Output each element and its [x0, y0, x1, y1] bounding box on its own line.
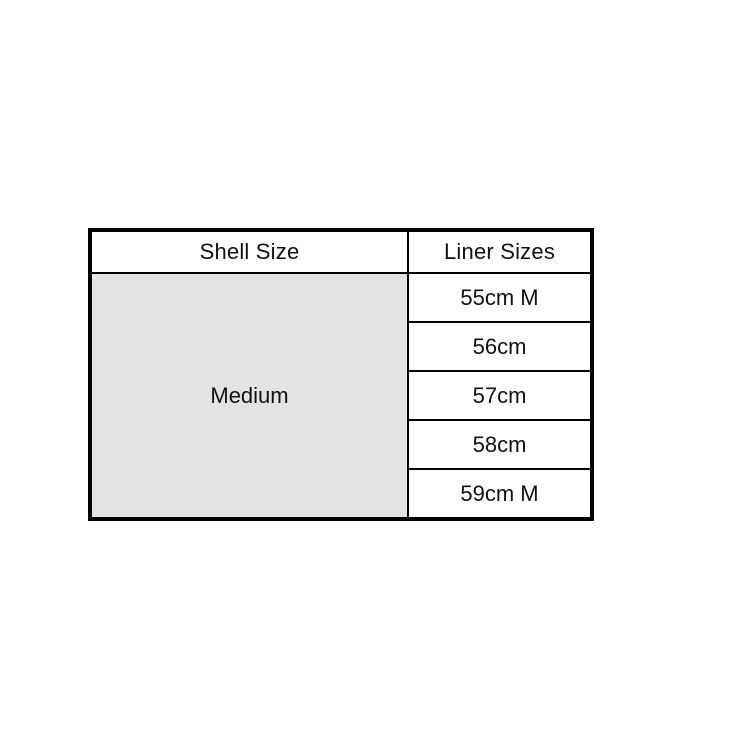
liner-size-value: 58cm	[408, 420, 592, 469]
column-header-liner-sizes: Liner Sizes	[408, 230, 592, 273]
liner-size-value: 59cm M	[408, 469, 592, 519]
liner-size-value: 55cm M	[408, 273, 592, 322]
table-row	[90, 273, 592, 322]
column-header-shell-size: Shell Size	[90, 230, 408, 273]
table-header	[90, 230, 592, 273]
table-body	[90, 273, 592, 519]
liner-size-value: 56cm	[408, 322, 592, 371]
shell-size-value: Medium	[90, 273, 408, 519]
liner-size-value: 57cm	[408, 371, 592, 420]
table-header-row	[90, 230, 592, 273]
size-chart-table	[88, 228, 594, 521]
